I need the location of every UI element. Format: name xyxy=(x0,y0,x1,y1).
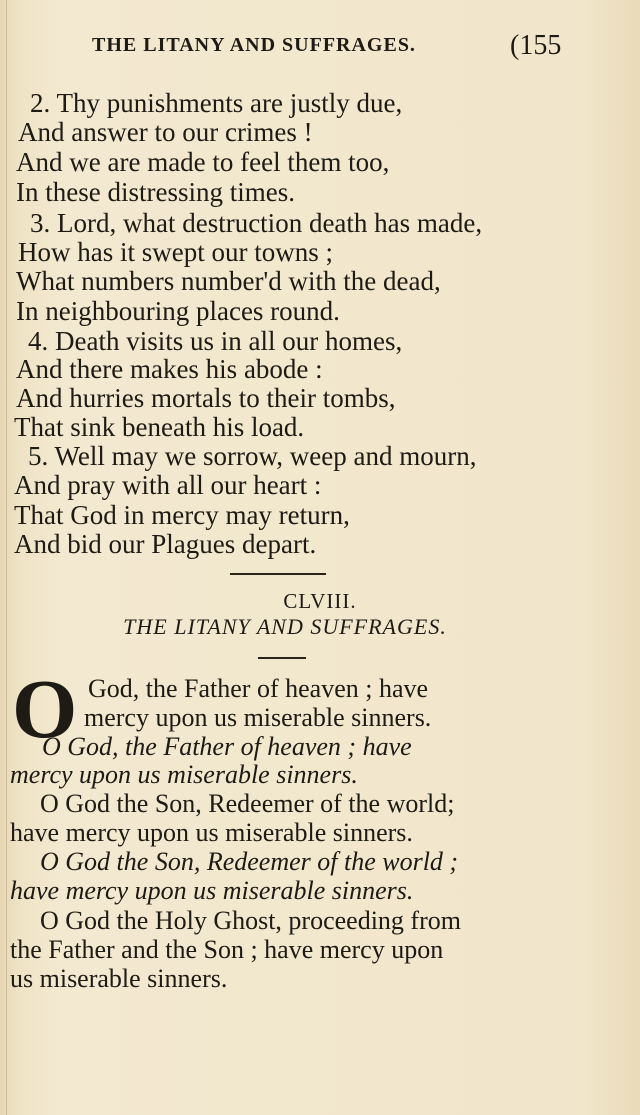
hymn-line: How has it swept our towns ; xyxy=(18,237,333,267)
hymn-line: And pray with all our heart : xyxy=(14,470,322,500)
litany-line: the Father and the Son ; have mercy upon xyxy=(10,935,444,964)
hymn-line: And answer to our crimes ! xyxy=(18,117,313,147)
litany-response-line: O God, the Father of heaven ; have xyxy=(42,732,412,761)
section-title: THE LITANY AND SUFFRAGES. xyxy=(123,614,447,639)
litany-line: O God the Holy Ghost, proceeding from xyxy=(40,906,461,935)
litany-line: God, the Father of heaven ; have xyxy=(88,674,429,703)
page-gutter-edge xyxy=(6,0,7,1115)
hymn-line: 4. Death visits us in all our homes, xyxy=(28,326,403,356)
hymn-line: 3. Lord, what destruction death has made, xyxy=(30,208,483,238)
running-head-title: THE LITANY AND SUFFRAGES. xyxy=(92,34,416,56)
litany-line: mercy upon us miserable sinners. xyxy=(84,703,432,732)
litany-line: O God the Son, Redeemer of the world; xyxy=(40,789,455,818)
litany-response-line: mercy upon us miserable sinners. xyxy=(10,760,358,789)
litany-response-line: O God the Son, Redeemer of the world ; xyxy=(40,847,459,876)
section-rule-bottom xyxy=(258,657,306,659)
hymn-line: In these distressing times. xyxy=(16,177,295,207)
page-number: (155 xyxy=(510,30,562,61)
hymn-line: 5. Well may we sorrow, weep and mourn, xyxy=(28,441,477,471)
hymn-line: What numbers number'd with the dead, xyxy=(16,266,441,296)
running-head xyxy=(92,30,592,64)
hymn-line: In neighbouring places round. xyxy=(16,296,340,326)
hymn-line: And hurries mortals to their tombs, xyxy=(16,383,396,413)
litany-response-line: have mercy upon us miserable sinners. xyxy=(10,876,414,905)
hymn-line: And there makes his abode : xyxy=(16,354,323,384)
litany-line: us miserable sinners. xyxy=(10,964,228,993)
drop-cap-letter: O xyxy=(12,663,78,756)
hymn-line: And we are made to feel them too, xyxy=(16,147,390,177)
hymn-line: And bid our Plagues depart. xyxy=(14,529,317,559)
section-rule-top xyxy=(230,573,326,575)
hymn-line: That sink beneath his load. xyxy=(14,412,305,442)
hymn-line: That God in mercy may return, xyxy=(14,500,350,530)
hymn-line: 2. Thy punishments are justly due, xyxy=(30,88,403,118)
section-number: CLVIII. xyxy=(283,589,357,613)
litany-line: have mercy upon us miserable sinners. xyxy=(10,818,413,847)
